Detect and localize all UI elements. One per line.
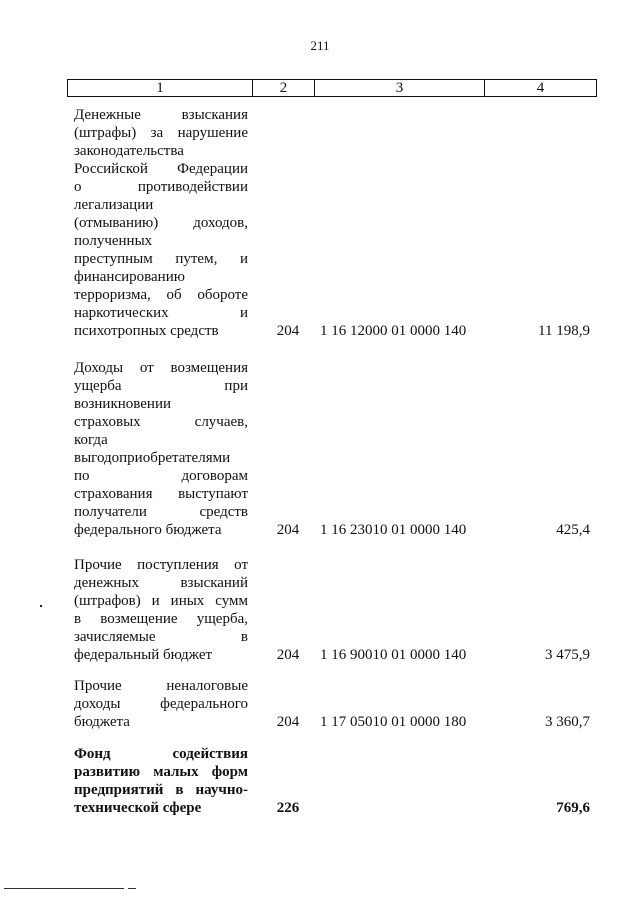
name-line: (штрафы) за нарушение bbox=[74, 125, 248, 141]
row-code: 204 bbox=[276, 714, 300, 730]
name-line: Российской Федерации bbox=[74, 161, 248, 177]
row-code: 204 bbox=[276, 522, 300, 538]
name-line: предприятий в научно- bbox=[74, 782, 248, 798]
table-row bbox=[74, 745, 594, 817]
name-line: психотропных средств bbox=[74, 323, 219, 339]
name-line: денежных взысканий bbox=[74, 575, 248, 591]
row-name bbox=[74, 359, 248, 539]
name-line: страховых случаев, bbox=[74, 414, 248, 430]
header-col-2: 2 bbox=[253, 80, 315, 96]
name-line: технической сфере bbox=[74, 800, 202, 816]
name-line: финансированию bbox=[74, 269, 185, 285]
name-line: (штрафов) и иных сумм bbox=[74, 593, 248, 609]
row-name bbox=[74, 106, 248, 340]
table-header-row bbox=[67, 79, 597, 97]
name-line: Доходы от возмещения bbox=[74, 360, 248, 376]
scan-speck bbox=[40, 605, 42, 607]
footnote-divider-dash bbox=[128, 888, 136, 889]
name-line: Прочие неналоговые bbox=[74, 678, 248, 694]
name-line: бюджета bbox=[74, 714, 130, 730]
name-line: выгодоприобретателями bbox=[74, 450, 231, 466]
header-col-1: 1 bbox=[68, 80, 253, 96]
row-name bbox=[74, 556, 248, 664]
name-line: доходы федерального bbox=[74, 696, 248, 712]
name-line: возникновении bbox=[74, 396, 172, 412]
table-row bbox=[74, 106, 594, 340]
name-line: о противодействии bbox=[74, 179, 248, 195]
name-line: получатели средств bbox=[74, 504, 248, 520]
name-line: полученных bbox=[74, 233, 153, 249]
name-line: терроризма, об обороте bbox=[74, 287, 248, 303]
name-line: страхования выступают bbox=[74, 486, 248, 502]
table-row bbox=[74, 556, 594, 664]
row-kbk: 1 16 23010 01 0000 140 bbox=[320, 522, 467, 538]
row-amount: 425,4 bbox=[556, 522, 590, 538]
name-line: наркотических и bbox=[74, 305, 248, 321]
name-line: преступным путем, и bbox=[74, 251, 248, 267]
name-line: законодательства bbox=[74, 143, 184, 159]
name-line: легализации bbox=[74, 197, 154, 213]
row-kbk: 1 16 90010 01 0000 140 bbox=[320, 647, 467, 663]
row-amount: 3 475,9 bbox=[545, 647, 590, 663]
table-row bbox=[74, 359, 594, 539]
table-row bbox=[74, 677, 594, 731]
name-line: ущерба при bbox=[74, 378, 248, 394]
row-kbk: 1 17 05010 01 0000 180 bbox=[320, 714, 467, 730]
row-code: 204 bbox=[276, 647, 300, 663]
row-code: 204 bbox=[276, 323, 300, 339]
row-amount: 11 198,9 bbox=[538, 323, 590, 339]
page-number: 211 bbox=[310, 38, 330, 53]
row-name bbox=[74, 677, 248, 731]
name-line: по договорам bbox=[74, 468, 248, 484]
name-line: Прочие поступления от bbox=[74, 557, 248, 573]
row-name bbox=[74, 745, 248, 817]
footnote-divider bbox=[4, 888, 124, 889]
name-line: зачисляемые в bbox=[74, 629, 248, 645]
row-code: 226 bbox=[276, 800, 300, 816]
row-amount: 769,6 bbox=[556, 800, 590, 816]
name-line: (отмыванию) доходов, bbox=[74, 215, 248, 231]
name-line: развитию малых форм bbox=[74, 764, 248, 780]
name-line: когда bbox=[74, 432, 108, 448]
name-line: Фонд содействия bbox=[74, 746, 248, 762]
row-kbk: 1 16 12000 01 0000 140 bbox=[320, 323, 467, 339]
name-line: в возмещение ущерба, bbox=[74, 611, 248, 627]
header-col-4: 4 bbox=[536, 79, 545, 96]
row-amount: 3 360,7 bbox=[545, 714, 590, 730]
name-line: федерального бюджета bbox=[74, 522, 222, 538]
name-line: Денежные взыскания bbox=[74, 107, 248, 123]
header-col-3: 3 bbox=[315, 80, 485, 96]
name-line: федеральный бюджет bbox=[74, 647, 213, 663]
